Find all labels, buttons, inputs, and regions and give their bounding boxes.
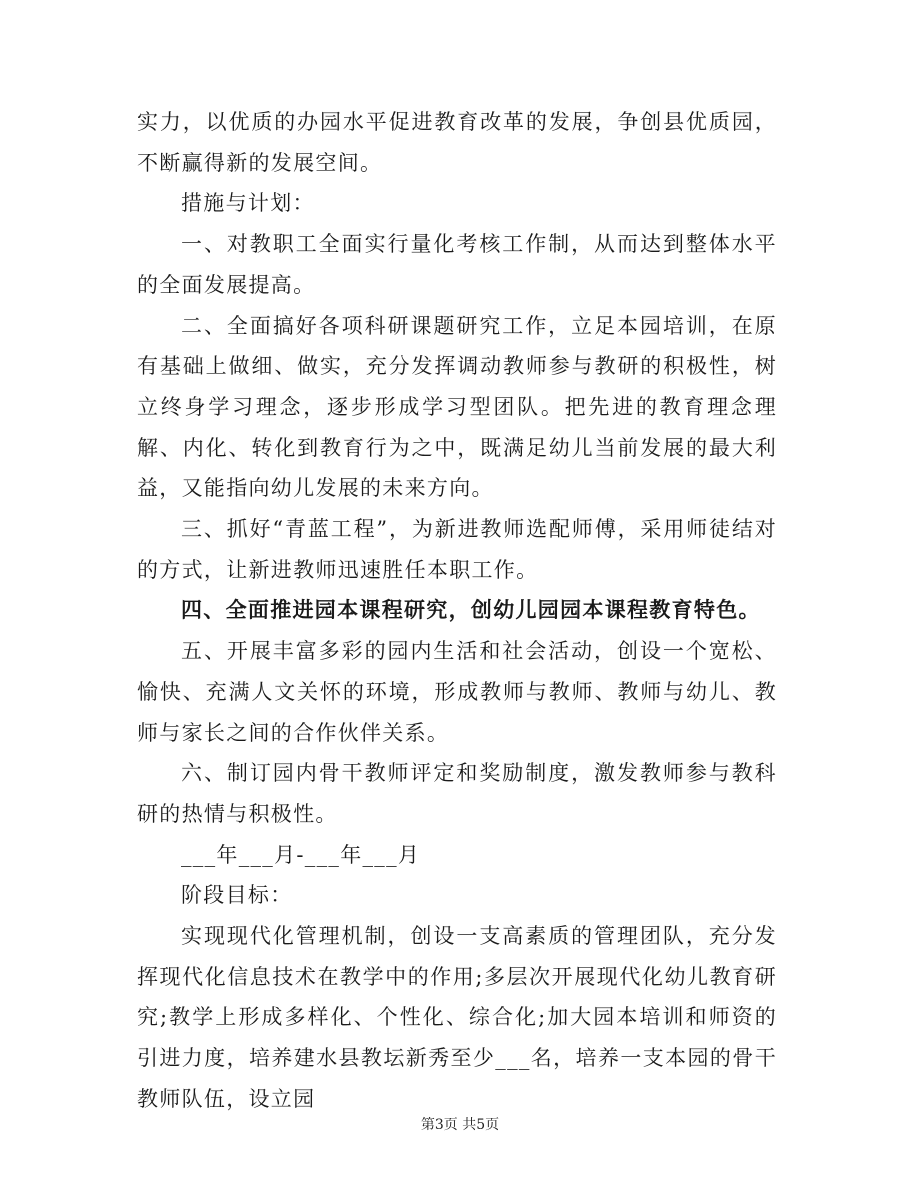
paragraph-item-3: 三、抓好“青蓝工程”，为新进教师选配师傅，采用师徒结对的方式，让新进教师迅速胜任本职工作。 bbox=[137, 517, 777, 582]
paragraph-item-5: 五、开展丰富多彩的园内生活和社会活动，创设一个宽松、愉快、充满人文关怀的环境，形成教师与教师、教师与幼儿、教师与家长之间的合作伙伴关系。 bbox=[137, 639, 777, 745]
paragraph-item-2: 二、全面搞好各项科研课题研究工作，立足本园培训，在原有基础上做细、做实，充分发挥调动教师参与教研的积极性，树立终身学习理念，逐步形成学习型团队。把先进的教育理念理解、内化、转化到教育行为之中，既满足幼儿当前发展的最大利益，又能指向幼儿发展的未来方向。 bbox=[137, 313, 777, 501]
heading-measures-and-plans: 措施与计划： bbox=[181, 191, 315, 216]
paragraph-item-1: 一、对教职工全面实行量化考核工作制，从而达到整体水平的全面发展提高。 bbox=[137, 232, 777, 297]
heading-stage-goals: 阶段目标： bbox=[181, 883, 293, 908]
document-body bbox=[137, 102, 777, 1120]
paragraph-item-6: 六、制订园内骨干教师评定和奖励制度，激发教师参与教科研的热情与积极性。 bbox=[137, 761, 777, 826]
date-range-line: ___年___月-___年___月 bbox=[181, 842, 421, 867]
paragraph-stage-goals: 实现现代化管理机制，创设一支高素质的管理团队，充分发挥现代化信息技术在教学中的作用;多层次开展现代化幼儿教育研究;教学上形成多样化、个性化、综合化;加大园本培训和师资的引进力度，培养建水县教坛新秀至少___名，培养一支本园的骨干教师队伍，设立园 bbox=[137, 924, 777, 1111]
paragraph-item-4: 四、全面推进园本课程研究，创幼儿园园本课程教育特色。 bbox=[181, 597, 761, 623]
paragraph-intro-continued: 实力，以优质的办园水平促进教育改革的发展，争创县优质园，不断赢得新的发展空间。 bbox=[137, 110, 777, 175]
page-number-footer: 第3页 共5页 bbox=[420, 1117, 500, 1133]
